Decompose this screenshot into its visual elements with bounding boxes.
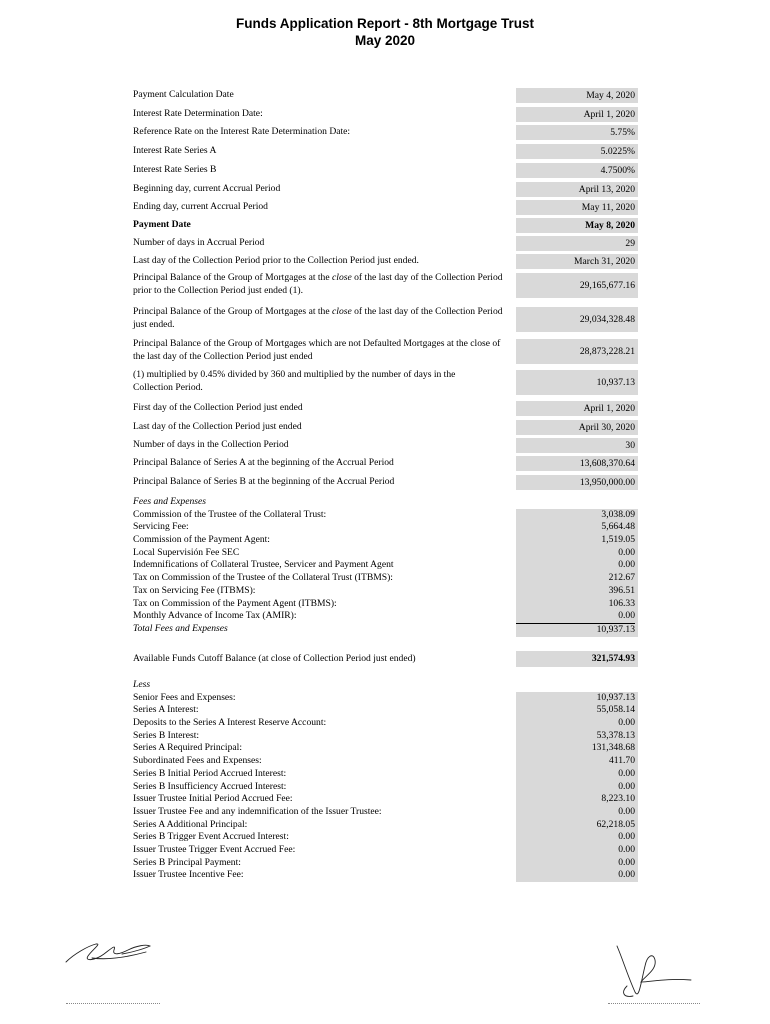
less-item-label: Deposits to the Series A Interest Reserve Account:: [133, 717, 327, 729]
row-value: March 31, 2020: [516, 254, 638, 269]
report-period: May 2020: [354, 33, 416, 48]
row-label: Payment Date: [133, 219, 191, 230]
row-value: 13,950,000.00: [516, 475, 638, 490]
less-item-value: 62,218.05: [596, 818, 635, 830]
less-item-label: Series B Trigger Event Accrued Interest:: [133, 831, 289, 843]
less-item-value: 411.70: [608, 755, 635, 767]
row-label: Number of days in Accrual Period: [133, 237, 265, 248]
row-label: Principal Balance of Series B at the beginning of the Accrual Period: [133, 476, 395, 487]
row-label: Interest Rate Determination Date:: [133, 108, 263, 119]
row-label: Payment Calculation Date: [133, 89, 234, 100]
less-item-value: 0.00: [618, 869, 635, 881]
less-item-label: Series B Insufficiency Accrued Interest:: [133, 780, 287, 792]
row-value: 28,873,228.21: [516, 339, 638, 364]
row-value: April 13, 2020: [516, 182, 638, 197]
signature-line-left: [66, 1003, 160, 1004]
less-item-label: Series A Additional Principal:: [133, 818, 248, 830]
less-item-label: Issuer Trustee Initial Period Accrued Fee:: [133, 793, 293, 805]
less-item-label: Issuer Trustee Trigger Event Accrued Fee:: [133, 843, 296, 855]
less-item-label: Senior Fees and Expenses:: [133, 691, 236, 703]
row-label: Beginning day, current Accrual Period: [133, 183, 281, 194]
row-value: 5.0225%: [516, 144, 638, 159]
row-label-emphasis: close: [332, 306, 352, 317]
less-item-value: 0.00: [618, 856, 635, 868]
less-item-label: Subordinated Fees and Expenses:: [133, 755, 262, 767]
fees-item-value: 3,038.09: [601, 508, 635, 520]
less-item-value: 53,378.13: [596, 729, 635, 741]
row-label: Reference Rate on the Interest Rate Determination Date:: [133, 126, 351, 137]
fees-item-label: Commission of the Trustee of the Collateral Trust:: [133, 508, 327, 520]
less-item-value: 55,058.14: [596, 704, 635, 716]
row-label: Last day of the Collection Period just ended: [133, 421, 302, 432]
available-funds-label: Available Funds Cutoff Balance (at close of Collection Period just ended): [133, 653, 416, 664]
row-label-part: Principal Balance of the Group of Mortgages at the: [133, 272, 333, 283]
row-value: 5.75%: [516, 125, 638, 140]
fees-item-value: 0.00: [618, 546, 635, 558]
row-label: Number of days in the Collection Period: [133, 439, 289, 450]
row-value: 29: [516, 236, 638, 251]
row-value: 30: [516, 438, 638, 453]
row-label: Principal Balance of Series A at the beginning of the Accrual Period: [133, 457, 394, 468]
less-item-value: 0.00: [618, 767, 635, 779]
row-value: April 1, 2020: [516, 401, 638, 416]
fees-item-value: 0.00: [516, 610, 635, 624]
less-item-value: 0.00: [618, 780, 635, 792]
row-label: [133, 272, 513, 297]
less-item-value: 0.00: [618, 805, 635, 817]
fees-item-label: Commission of the Payment Agent:: [133, 534, 270, 546]
less-item-value: 0.00: [618, 843, 635, 855]
row-label: First day of the Collection Period just ended: [133, 402, 303, 413]
fees-item-label: Tax on Commission of the Payment Agent (ITBMS):: [133, 597, 337, 609]
available-funds-value: 321,574.93: [516, 651, 638, 667]
less-item-value: 0.00: [618, 717, 635, 729]
less-labels: [133, 679, 513, 882]
fees-item-value: 212.67: [608, 572, 635, 584]
row-label-part: of the last day of the Collection Period just ended.: [133, 306, 503, 330]
fees-item-value: 396.51: [608, 584, 635, 596]
less-values: [516, 692, 638, 882]
fees-total-label: Total Fees and Expenses: [133, 622, 228, 634]
less-item-label: Issuer Trustee Fee and any indemnification of the Issuer Trustee:: [133, 805, 382, 817]
row-value: April 30, 2020: [516, 420, 638, 435]
less-item-value: 8,223.10: [601, 793, 635, 805]
row-value: 4.7500%: [516, 163, 638, 178]
row-label: [133, 306, 513, 331]
fees-item-value: 106.33: [608, 597, 635, 609]
less-item-value: 10,937.13: [596, 691, 635, 703]
row-value: May 4, 2020: [516, 88, 638, 103]
fees-item-value: 0.00: [618, 559, 635, 571]
row-value: 29,165,677.16: [516, 273, 638, 298]
row-label: Interest Rate Series B: [133, 164, 217, 175]
fees-total-value: 10,937.13: [596, 623, 635, 635]
row-label: Last day of the Collection Period prior to the Collection Period just ended.: [133, 255, 419, 266]
signature-line-right: [608, 1003, 700, 1004]
less-item-label: Issuer Trustee Incentive Fee:: [133, 869, 244, 881]
less-item-label: Series A Interest:: [133, 704, 199, 716]
handwritten-signature-icon: [605, 942, 695, 1004]
less-item-value: 0.00: [618, 831, 635, 843]
less-item-value: 131,348.68: [591, 742, 635, 754]
row-label: (1) multiplied by 0.45% divided by 360 and multiplied by the number of days in the Collection Period.: [133, 369, 456, 393]
fees-item-label: Tax on Commission of the Trustee of the Collateral Trust (ITBMS):: [133, 572, 393, 584]
fees-item-label: Indemnifications of Collateral Trustee, Servicer and Payment Agent: [133, 559, 394, 571]
fees-item-value: 5,664.48: [601, 521, 635, 533]
row-value: 29,034,328.48: [516, 307, 638, 332]
less-item-label: Series B Initial Period Accrued Interest:: [133, 767, 287, 779]
row-value: April 1, 2020: [516, 107, 638, 122]
handwritten-signature-icon: [62, 936, 154, 970]
fees-values: [516, 509, 638, 637]
row-label-part: Principal Balance of the Group of Mortgages at the: [133, 306, 333, 317]
row-label: Ending day, current Accrual Period: [133, 201, 268, 212]
row-value: May 11, 2020: [516, 200, 638, 215]
fees-labels: [133, 496, 513, 636]
less-heading: Less: [133, 679, 151, 690]
row-value: May 8, 2020: [516, 218, 638, 233]
row-label-emphasis: close: [332, 272, 352, 283]
fees-item-label: Local Supervisión Fee SEC: [133, 546, 240, 558]
row-value: 13,608,370.64: [516, 456, 638, 471]
fees-item-value: 1,519.05: [601, 534, 635, 546]
row-label: Interest Rate Series A: [133, 145, 217, 156]
fees-item-label: Tax on Servicing Fee (ITBMS):: [133, 584, 256, 596]
fees-item-label: Servicing Fee:: [133, 521, 189, 533]
fees-heading: Fees and Expenses: [133, 496, 206, 507]
less-item-label: Series A Required Principal:: [133, 742, 242, 754]
row-label-part: of the last day of the Collection Period prior to the Collection Period just ended (1).: [133, 272, 503, 296]
report-title: Funds Application Report - 8th Mortgage Trust: [236, 16, 534, 31]
less-item-label: Series B Principal Payment:: [133, 856, 241, 868]
fees-item-label: Monthly Advance of Income Tax (AMIR):: [133, 610, 297, 622]
row-value: 10,937.13: [516, 370, 638, 395]
less-item-label: Series B Interest:: [133, 729, 200, 741]
row-label: Principal Balance of the Group of Mortgages which are not Defaulted Mortgages at the close of the last day of the Collection Period just ended: [133, 338, 501, 362]
